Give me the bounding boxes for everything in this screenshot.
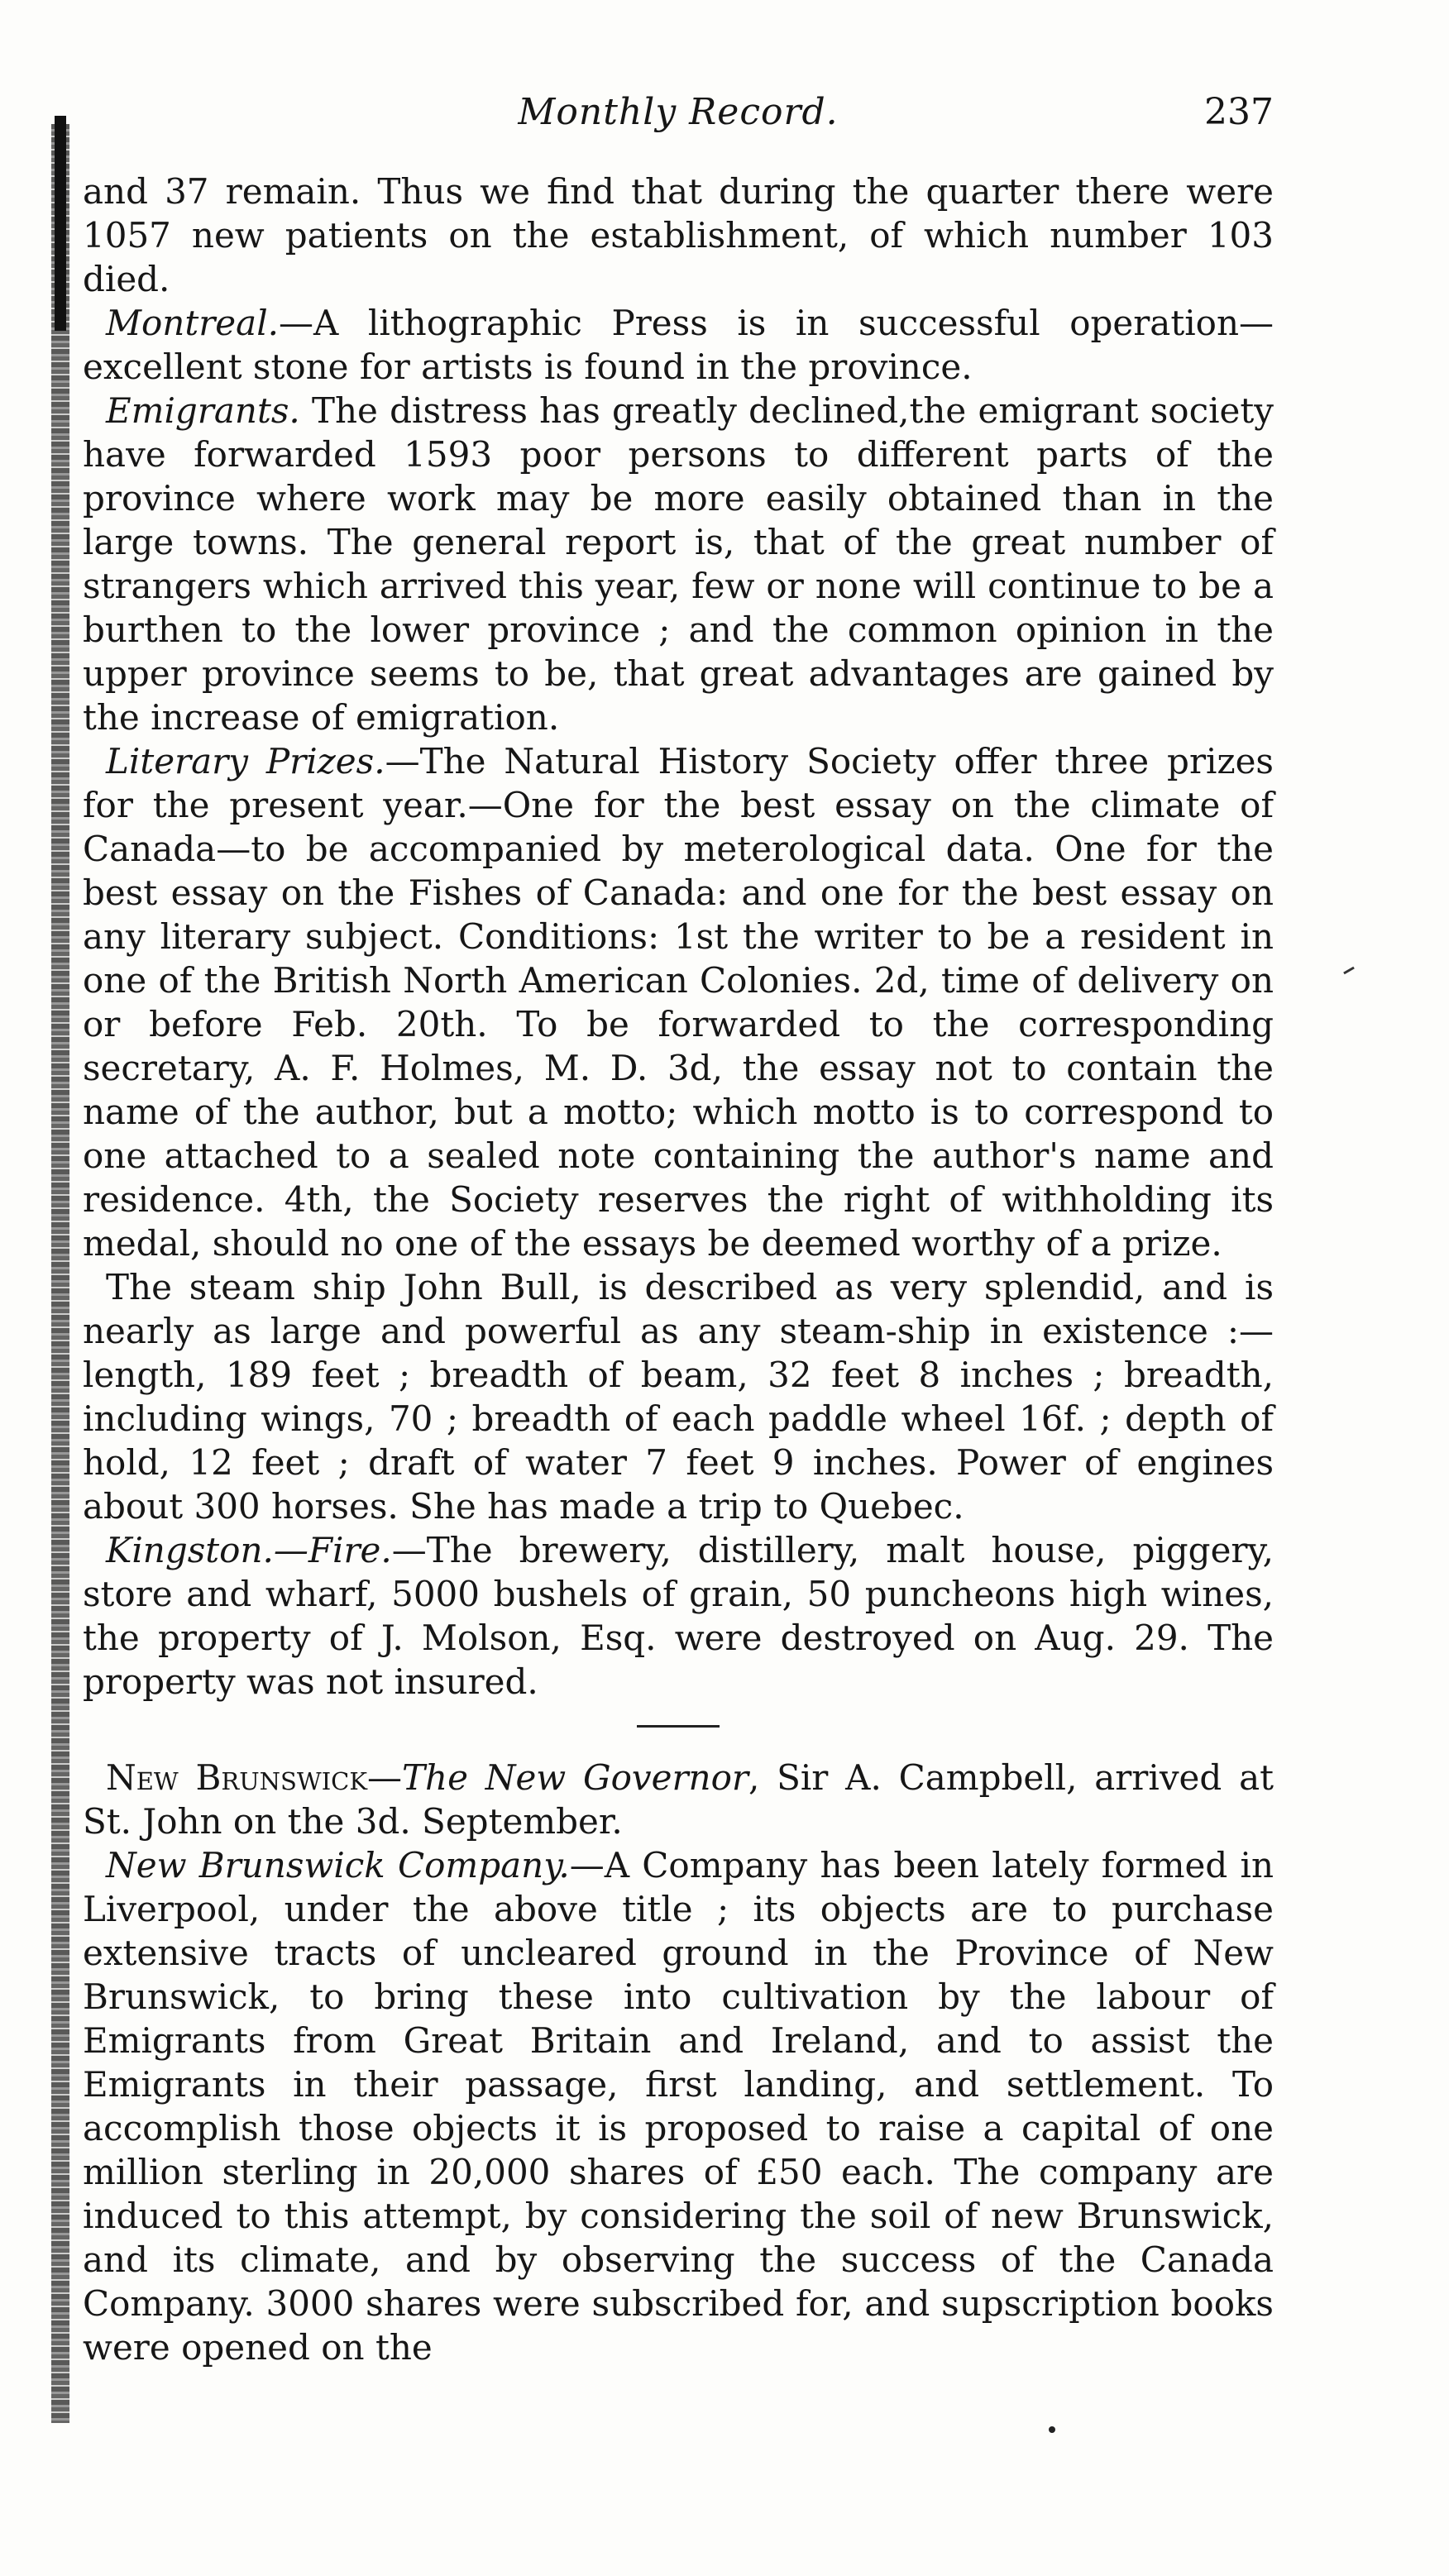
paragraph-emigrants: [83, 389, 1274, 739]
paragraph-text: —A lithographic Press is in successful operation—excellent stone for artists is found in the province.: [83, 303, 1274, 387]
paragraph-literary-prizes: [83, 739, 1274, 1265]
section-divider: [637, 1725, 720, 1728]
paragraph-new-brunswick-governor: [83, 1756, 1274, 1843]
paragraph-lead: Emigrants.: [106, 390, 300, 431]
section-heading: New Brunswick: [106, 1757, 367, 1798]
binding-edge: [51, 124, 69, 2423]
paragraph-text: and 37 remain. Thus we find that during the quarter there were 1057 new patients on the establishment, of which number 103 died.: [83, 171, 1274, 299]
paragraph-new-brunswick-company: [83, 1843, 1274, 2369]
paragraph-lead: New Brunswick Company.: [106, 1845, 570, 1885]
binding-edge-shadow: [55, 116, 66, 331]
stray-ink-mark: [1343, 967, 1355, 975]
paragraph-lead: Montreal.: [106, 303, 279, 343]
stray-ink-dot: [1049, 2426, 1055, 2433]
paragraph-hospital-continued: [83, 170, 1274, 301]
page-header: [83, 91, 1274, 141]
paragraph-montreal: [83, 301, 1274, 389]
paragraph-lead: The New Governor: [402, 1757, 748, 1798]
paragraph-text: —A Company has been lately formed in Liverpool, under the above title ; its objects are to purchase extensive tracts of uncleared ground in the Province of New Brunswick, to bring these into cultivation by the labour of Emigrants from Great Britain and Ireland, and to assist the Emigrants in their passage, first landing, and settlement. To accomplish those objects it is proposed to raise a capital of one million sterling in 20,000 shares of £50 each. The company are induced to this attempt, by considering the soil of new Brunswick, and its climate, and by observing the success of the Canada Company. 3000 shares were subscribed for, and supscription books were opened on the: [83, 1845, 1274, 2368]
page-number: 237: [1204, 91, 1274, 133]
paragraph-lead: Kingston.—Fire.: [106, 1530, 392, 1570]
article-body: [83, 170, 1274, 2369]
paragraph-lead: Literary Prizes.: [106, 741, 385, 781]
paragraph-text: , Sir A. Campbell, arrived at St. John on the 3d. September.: [83, 1757, 1274, 1842]
running-title: Monthly Record.: [518, 91, 839, 133]
heading-separator: —: [367, 1757, 402, 1798]
paragraph-steam-ship: [83, 1265, 1274, 1528]
paragraph-kingston-fire: [83, 1528, 1274, 1704]
paragraph-text: —The Natural History Society offer three prizes for the present year.—One for the best essay on the climate of Canada—to be accompanied by meterological data. One for the best essay on the Fishes of Canada: and one for the best essay on any literary subject. Conditions: 1st the writer to be a resident in one of the British North American Colonies. 2d, time of delivery on or before Feb. 20th. To be forwarded to the corresponding secretary, A. F. Holmes, M. D. 3d, the essay not to contain the name of the author, but a motto; which motto is to correspond to one attached to a sealed note containing the author's name and residence. 4th, the Society reserves the right of withholding its medal, should no one of the essays be deemed worthy of a prize.: [83, 741, 1274, 1264]
paragraph-text: The steam ship John Bull, is described as very splendid, and is nearly as large and powerful as any steam-ship in existence :—length, 189 feet ; breadth of beam, 32 feet 8 inches ; breadth, including wings, 70 ; breadth of each paddle wheel 16f. ; depth of hold, 12 feet ; draft of water 7 feet 9 inches. Power of engines about 300 horses. She has made a trip to Quebec.: [83, 1267, 1274, 1527]
paragraph-text: —The brewery, distillery, malt house, piggery, store and wharf, 5000 bushels of grain, 50 puncheons high wines, the property of J. Molson, Esq. were destroyed on Aug. 29. The property was not insured.: [83, 1530, 1274, 1702]
paragraph-text: The distress has greatly declined,the emigrant society have forwarded 1593 poor persons to different parts of the province where work may be more easily obtained than in the large towns. The general report is, that of the great number of strangers which arrived this year, few or none will continue to be a burthen to the lower province ; and the common opinion in the upper province seems to be, that great advantages are gained by the increase of emigration.: [83, 390, 1274, 738]
